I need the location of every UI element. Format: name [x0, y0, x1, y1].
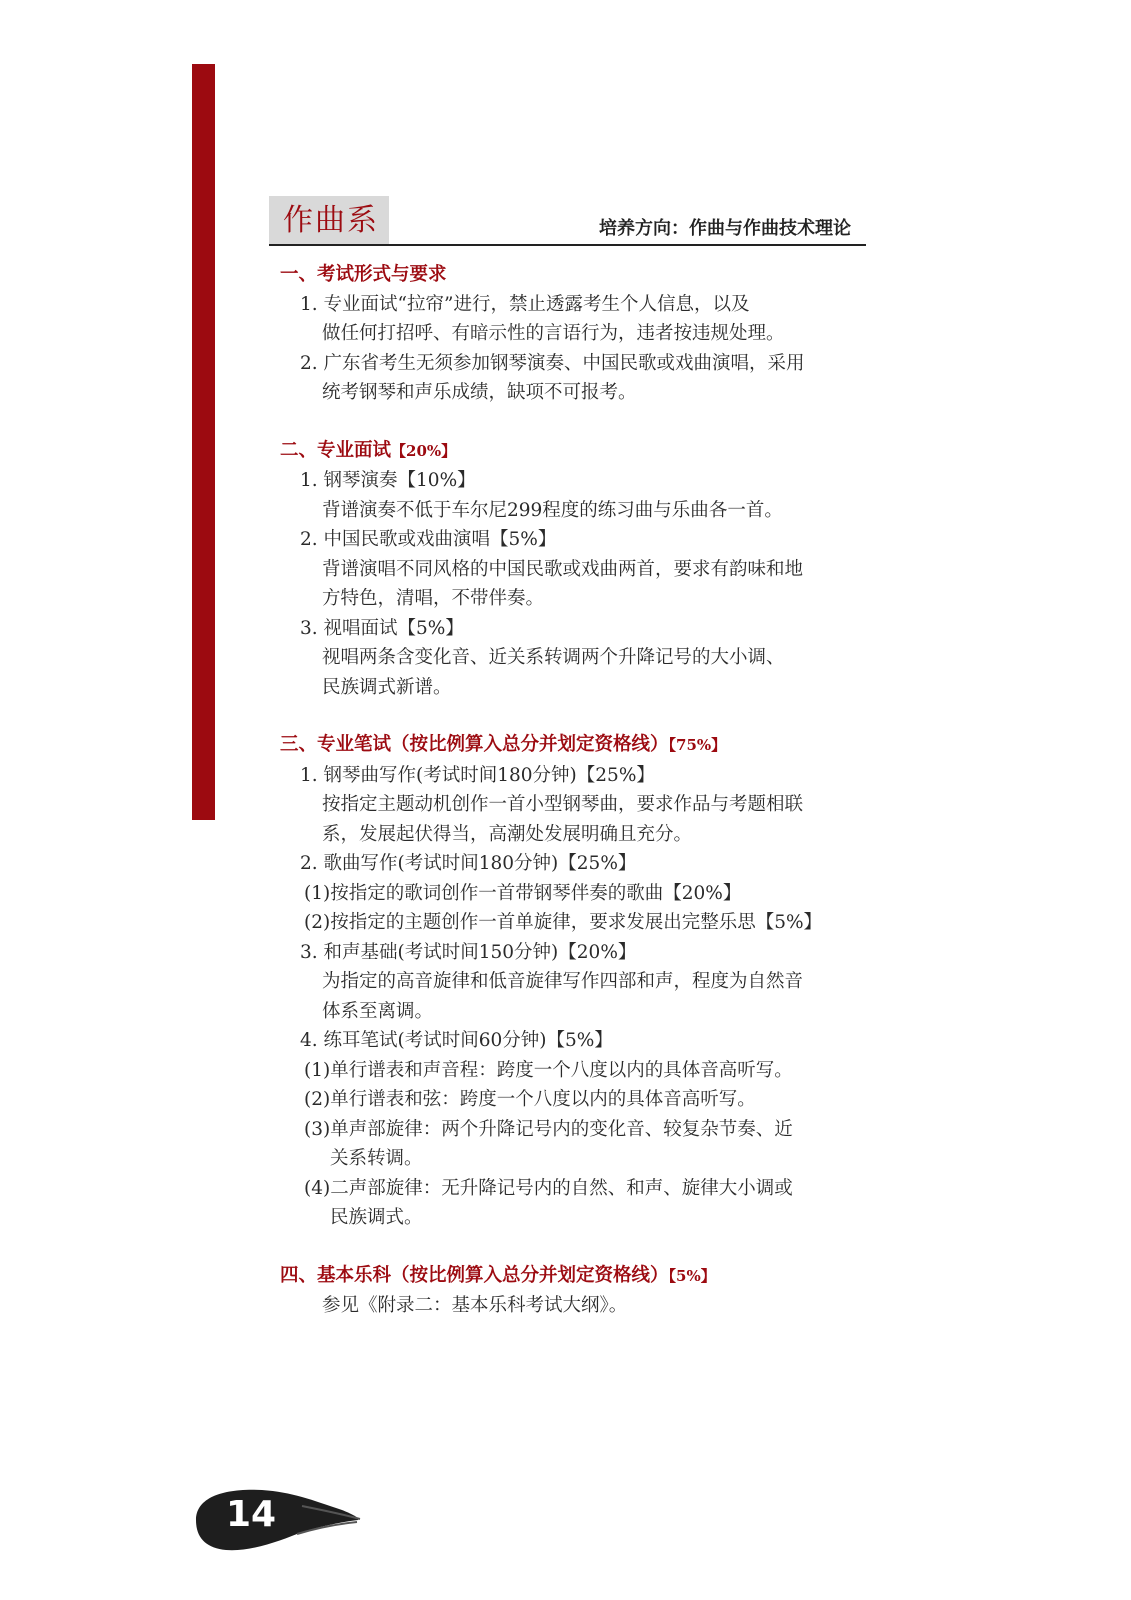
s2-item2-desc-line2: 方特色，清唱，不带伴奏。	[322, 588, 545, 609]
s1-item1-line2: 做任何打招呼、有暗示性的言语行为，违者按违规处理。	[322, 323, 785, 344]
s1-item2-line1: 2. 广东省考生无须参加钢琴演奏、中国民歌或戏曲演唱，采用	[300, 352, 805, 374]
s3-item3-desc-line1: 为指定的高音旋律和低音旋律写作四部和声，程度为自然音	[322, 971, 804, 992]
decorative-red-bar	[192, 64, 215, 820]
page-number: 14	[226, 1494, 277, 1535]
s3-item4-sub1: (1)单行谱表和声音程：跨度一个八度以内的具体音高听写。	[304, 1059, 793, 1081]
section-3-percent: 【75%】	[668, 736, 727, 754]
section-3-heading	[280, 730, 880, 761]
s2-item3-desc-line1: 视唱两条含变化音、近关系转调两个升降记号的大小调、	[322, 647, 785, 668]
s1-item2-line2: 统考钢琴和声乐成绩，缺项不可报考。	[322, 382, 637, 403]
s3-item4-sub2: (2)单行谱表和弦：跨度一个八度以内的具体音高听写。	[304, 1089, 756, 1110]
section-2-title: 二、专业面试	[280, 439, 392, 461]
s3-item1-desc-line1: 按指定主题动机创作一首小型钢琴曲，要求作品与考题相联	[322, 794, 804, 815]
s3-item4-sub4-line1: (4)二声部旋律：无升降记号内的自然、和声、旋律大小调或	[304, 1177, 793, 1199]
section-2-heading	[280, 436, 880, 467]
s2-item3-desc-line2: 民族调式新谱。	[322, 676, 452, 698]
s2-item2-desc-line1: 背谱演唱不同风格的中国民歌或戏曲两首，要求有韵味和地	[322, 558, 804, 580]
s3-item2: 2. 歌曲写作(考试时间180分钟)【25%】	[300, 853, 637, 874]
s1-item1-line1: 1. 专业面试“拉帘”进行，禁止透露考生个人信息，以及	[300, 293, 750, 315]
s3-item4-sub3-line1: (3)单声部旋律：两个升降记号内的变化音、较复杂节奏、近	[304, 1118, 793, 1140]
s3-item2-sub2: (2)按指定的主题创作一首单旋律，要求发展出完整乐思【5%】	[304, 912, 823, 933]
s3-item1-desc-line2: 系，发展起伏得当，高潮处发展明确且充分。	[322, 823, 693, 845]
s3-item4-sub3-line2: 关系转调。	[330, 1148, 423, 1169]
s4-desc: 参见《附录二：基本乐科考试大纲》。	[322, 1295, 628, 1316]
header-divider	[269, 244, 866, 246]
s3-item3-desc-line2: 体系至离调。	[322, 1000, 434, 1022]
section-4-percent: 【5%】	[668, 1266, 716, 1285]
s2-item2: 2. 中国民歌或戏曲演唱【5%】	[300, 529, 557, 550]
s2-item1: 1. 钢琴演奏【10%】	[300, 470, 476, 491]
exam-content	[280, 260, 880, 1321]
s3-item4-sub4-line2: 民族调式。	[330, 1207, 423, 1228]
s3-item4: 4. 练耳笔试(考试时间60分钟)【5%】	[300, 1030, 613, 1051]
s3-item3: 3. 和声基础(考试时间150分钟)【20%】	[300, 941, 637, 963]
s2-item1-desc: 背谱演奏不低于车尔尼299程度的练习曲与乐曲各一首。	[322, 499, 783, 521]
department-title: 作曲系	[269, 196, 389, 246]
section-2-percent: 【20%】	[391, 441, 457, 460]
s3-item1: 1. 钢琴曲写作(考试时间180分钟)【25%】	[300, 764, 655, 786]
section-1-heading: 一、考试形式与要求	[280, 264, 447, 285]
section-4-title: 四、基本乐科（按比例算入总分并划定资格线）	[280, 1264, 669, 1286]
training-direction: 培养方向：作曲与作曲技术理论	[599, 218, 851, 239]
section-3-title: 三、专业笔试（按比例算入总分并划定资格线）	[280, 734, 669, 755]
s2-item3: 3. 视唱面试【5%】	[300, 617, 464, 639]
ink-brush-page-badge	[192, 1486, 362, 1554]
section-4-heading	[280, 1261, 880, 1292]
s3-item2-sub1: (1)按指定的歌词创作一首带钢琴伴奏的歌曲【20%】	[304, 882, 742, 904]
